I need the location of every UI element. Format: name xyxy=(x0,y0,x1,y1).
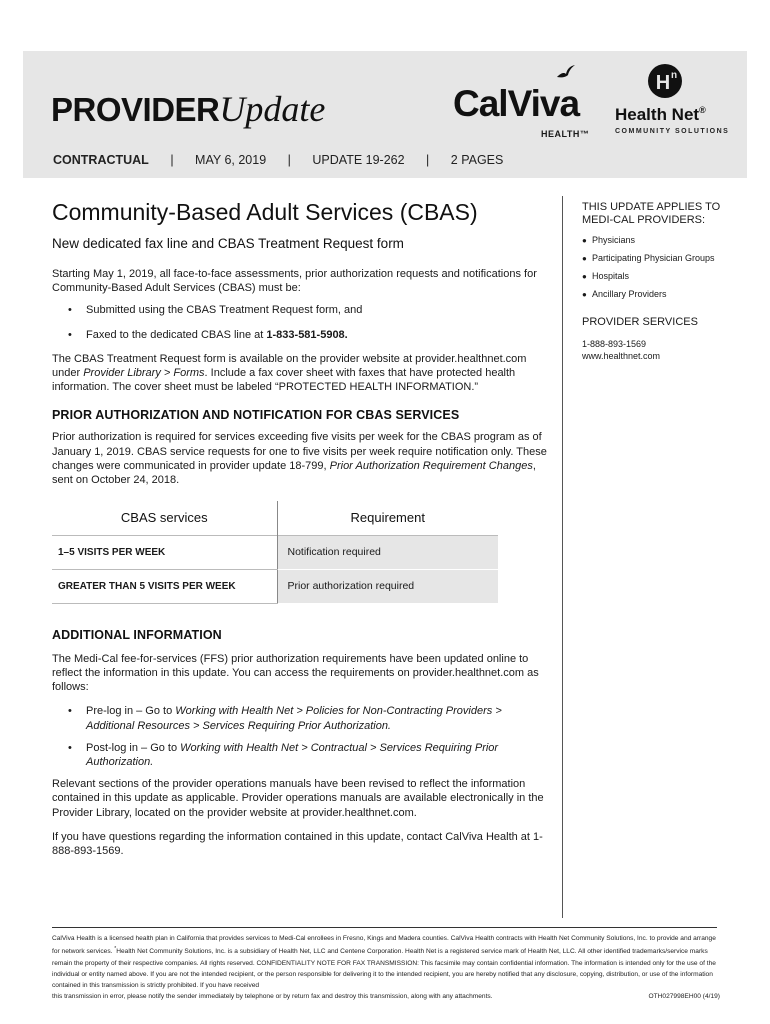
healthnet-logo xyxy=(615,63,735,143)
table-row xyxy=(52,535,498,569)
intro-paragraph: Starting May 1, 2019, all face-to-face assessments, prior authorization requests and notifications for Community-Based Adult Services (CBAS) must be: xyxy=(52,268,537,295)
list-item: ● Participating Physician Groups xyxy=(582,253,742,264)
calviva-health: HEALTH™ xyxy=(541,129,590,139)
healthnet-subtitle: COMMUNITY SOLUTIONS xyxy=(615,128,730,135)
provider-services-heading: PROVIDER SERVICES xyxy=(582,316,698,328)
list-item: • Pre-log in – Go to Working with Health Net > Policies for Non-Contracting Providers > Additional Resources > Services Requiring Prior Authorization. xyxy=(52,704,552,732)
cbas-requirements-table xyxy=(52,501,498,604)
meta-separator: | xyxy=(426,153,430,167)
list-item: • Post-log in – Go to Working with Health Net > Contractual > Services Requiring Prior Authorization. xyxy=(52,741,552,769)
table-cell: GREATER THAN 5 VISITS PER WEEK xyxy=(52,569,277,603)
document-code: OTH027998EH00 (4/19) xyxy=(648,993,720,1001)
access-instructions-list xyxy=(52,704,552,769)
provider-services-contact xyxy=(582,339,742,362)
table-cell: Prior authorization required xyxy=(277,569,498,603)
page-subtitle: New dedicated fax line and CBAS Treatment Request form xyxy=(52,236,404,251)
brand-provider: PROVIDER xyxy=(51,91,220,128)
list-item: ● Ancillary Providers xyxy=(582,289,742,300)
update-meta xyxy=(53,153,503,167)
brand-update: Update xyxy=(219,89,326,129)
contact-paragraph: If you have questions regarding the information contained in this update, contact CalViva Health at 1-888-893-1569. xyxy=(52,830,543,857)
prior-authorization-paragraph: Prior authorization is required for services exceeding five visits per week for the CBAS program as of January 1, 2019. CBAS service requests for one to five visits per week require notification only. These changes were communicated in provider update 18-799, Prior Authorization Requirement Changes, sent on October 24, 2018. xyxy=(52,431,547,487)
provider-update-logo xyxy=(51,88,325,130)
submission-requirements-list xyxy=(52,303,552,341)
calviva-wordmark: CalViva xyxy=(453,83,580,124)
healthnet-mark-sup: n xyxy=(670,70,678,81)
list-item: • Submitted using the CBAS Treatment Request form, and xyxy=(52,303,552,317)
header-band xyxy=(23,51,747,178)
meta-pages: 2 PAGES xyxy=(450,153,504,167)
meta-separator: | xyxy=(170,153,174,167)
calviva-logo xyxy=(453,63,603,143)
list-item: • Faxed to the dedicated CBAS line at 1-833-581-5908. xyxy=(52,328,552,342)
medi-cal-paragraph: The Medi-Cal fee-for-services (FFS) prior authorization requirements have been updated online to reflect the information in this update. You can access the requirements on provider.healthnet.com as follows: xyxy=(52,652,539,694)
table-row xyxy=(52,569,498,603)
sidebar xyxy=(582,201,742,362)
meta-update-number: UPDATE 19-262 xyxy=(312,153,405,167)
applies-to-heading: THIS UPDATE APPLIES TO MEDI-CAL PROVIDERS: xyxy=(582,201,721,226)
sidebar-divider xyxy=(562,196,563,918)
list-item: ● Hospitals xyxy=(582,271,742,282)
provider-services-phone: 1-888-893-1569 xyxy=(582,339,647,349)
healthnet-mark-letter: H xyxy=(655,72,671,94)
table-header-services: CBAS services xyxy=(52,501,277,535)
meta-date: MAY 6, 2019 xyxy=(195,153,267,167)
main-column xyxy=(52,198,552,858)
list-item: ● Physicians xyxy=(582,235,742,246)
provider-services-website: www.healthnet.com xyxy=(582,350,661,361)
healthnet-mark-icon xyxy=(647,63,683,99)
meta-separator: | xyxy=(287,153,291,167)
table-cell: 1–5 VISITS PER WEEK xyxy=(52,535,277,569)
footer-disclaimer: CalViva Health is a licensed health plan in California that provides services to Medi-Cal enrollees in Fresno, Kings and Madera counties. CalViva Health contracts with Health Net Community Solutions, Inc. to provide and arrange for network services. *Health Net Community Solutions, Inc. is a subsidiary of Health Net, LLC and Centene Corporation. Health Net is a registered service mark of Health Net, LLC. All other identified trademarks/service marks remain the property of their respective companies. All rights reserved. CONFIDENTIALITY NOTE FOR FAX TRANSMISSION: This facsimile may contain confidential information. The information is intended only for the use of the individual or entity named above. If you are not the intended recipient, or the person responsible for delivering it to the intended recipient, you are hereby notified that any disclosure, copying, distribution, or use of the information contained in this transmission is strictly prohibited. If you have received this transmission in error, please notify the sender immediately by telephone or by return fax and destroy this transmission, along with any attachments. OTH027998EH00 (4/19) xyxy=(52,933,720,1002)
section-heading-prior-authorization: PRIOR AUTHORIZATION AND NOTIFICATION FOR CBAS SERVICES xyxy=(52,408,460,423)
meta-category: CONTRACTUAL xyxy=(53,153,149,167)
table-cell: Notification required xyxy=(277,535,498,569)
bird-icon xyxy=(555,63,577,85)
page-title: Community-Based Adult Services (CBAS) xyxy=(52,199,478,225)
operations-manuals-paragraph: Relevant sections of the provider operations manuals have been revised to reflect the information contained in this update as applicable. Provider operations manuals are available electronically in the Provider Library, located on the provider website at provider.healthnet.com. xyxy=(52,778,544,819)
section-heading-additional-information: ADDITIONAL INFORMATION xyxy=(52,627,222,642)
cbas-form-paragraph: The CBAS Treatment Request form is available on the provider website at provider.healthnet.com under Provider Library > Forms. Include a fax cover sheet with faxes that have protected health information. The cover sheet must be labeled “PROTECTED HEALTH INFORMATION.” xyxy=(52,352,527,394)
footer-divider xyxy=(52,927,717,928)
provider-types-list xyxy=(582,235,742,300)
footer-last-line: this transmission in error, please notify the sender immediately by telephone or by return fax and destroy this transmission, along with any attachments. xyxy=(52,993,493,1001)
healthnet-wordmark: Health Net® xyxy=(615,105,706,124)
table-header-requirement: Requirement xyxy=(350,510,425,526)
